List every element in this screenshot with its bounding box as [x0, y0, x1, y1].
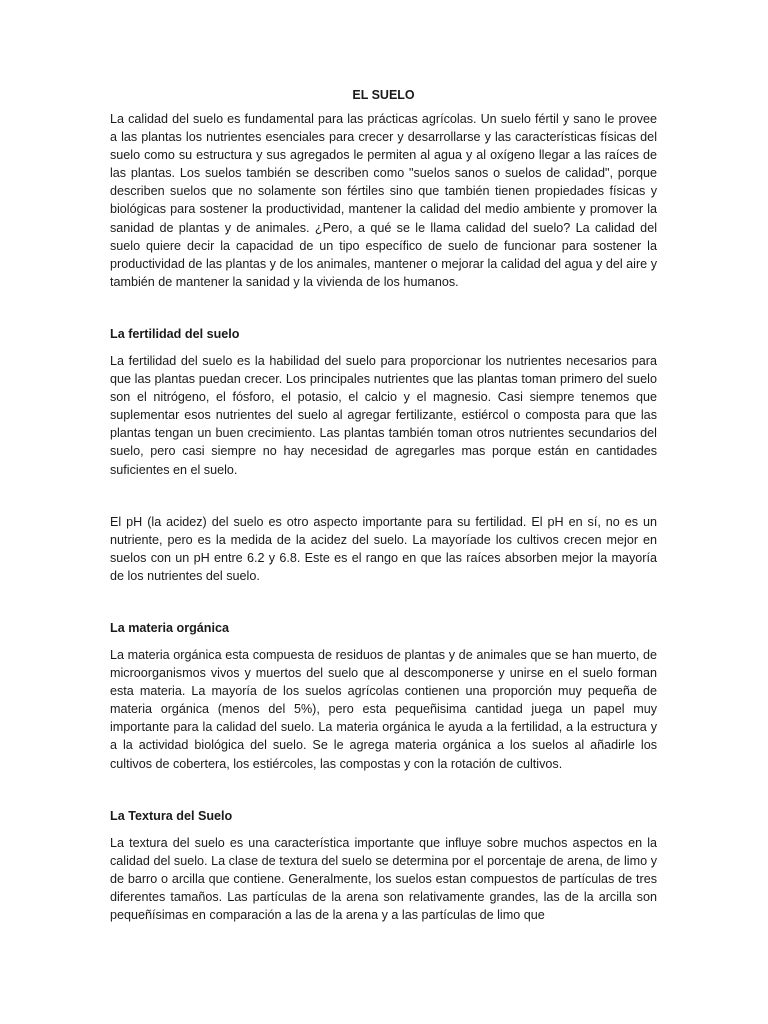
body-paragraph: La materia orgánica esta compuesta de residuos de plantas y de animales que se han muerto, de microorganismos vivos y muertos del suelo que al descomponerse y unirse en el suelo forman esta materia. La mayoría de los suelos agrícolas contienen una proporción muy pequeña de materia orgánica (menos del 5%), pero esta pequeñisima cantidad juega un papel muy importante para la calidad del suelo. La materia orgánica le ayuda a la fertilidad, a la estructura y a la actividad biológica del suelo. Se le agrega materia orgánica a los suelos al añadirle los cultivos de cobertera, los estiércoles, las compostas y con la rotación de cultivos. [110, 647, 657, 771]
spacer [110, 291, 657, 325]
body-paragraph: La fertilidad del suelo es la habilidad del suelo para proporcionar los nutrientes necesarios para que las plantas puedan crecer. Los principales nutrientes que las plantas toman primero del suelo son el nitrógeno, el fósforo, el potasio, el calcio y el magnesio. Casi siempre tenemos que suplementar esos nutrientes del suelo al agregar fertilizante, estiércol o composta para que las plantas tengan un buen crecimiento. Las plantas también toman otros nutrientes secundarios del suelo, pero casi siempre no hay necesidad de agregarles mas porque están en cantidades suficientes en el suelo. [110, 353, 657, 477]
document-page [110, 86, 657, 924]
section-fertilidad [110, 325, 657, 585]
document-title: EL SUELO [352, 88, 415, 102]
section-textura [110, 807, 657, 924]
section-heading: La fertilidad del suelo [110, 326, 240, 341]
spacer [110, 585, 657, 619]
section-materia-organica [110, 619, 657, 773]
section-heading: La Textura del Suelo [110, 808, 233, 823]
spacer [110, 773, 657, 807]
body-paragraph: El pH (la acidez) del suelo es otro aspecto importante para su fertilidad. El pH en sí, no es un nutriente, pero es la medida de la acidez del suelo. La mayoríade los cultivos crecen mejor en suelos con un pH entre 6.2 y 6.8. Este es el rango en que las raíces absorben mejor la mayoría de los nutrientes del suelo. [110, 514, 657, 583]
intro-paragraph: La calidad del suelo es fundamental para las prácticas agrícolas. Un suelo fértil y sano le provee a las plantas los nutrientes esenciales para crecer y desarrollarse y las características físicas del suelo como su estructura y sus agregados le permiten al agua y al oxígeno llegar a las raíces de las plantas. Los suelos también se describen como "suelos sanos o suelos de calidad", porque describen suelos que no solamente son fértiles sino que también tienen propiedades físicas y biológicas para sostener la productividad, mantener la calidad del medio ambiente y promover la sanidad de plantas y de animales. ¿Pero, a qué se le llama calidad del suelo? La calidad del suelo quiere decir la capacidad de un tipo específico de suelo de funcionar para sostener la productividad de las plantas y de los animales, mantener o mejorar la calidad del agua y del aire y también de mantener la sanidad y la vivienda de los humanos. [110, 112, 657, 289]
spacer [110, 479, 657, 513]
body-paragraph: La textura del suelo es una característica importante que influye sobre muchos aspectos en la calidad del suelo. La clase de textura del suelo se determina por el porcentaje de arena, de limo y de barro o arcilla que contiene. Generalmente, los suelos estan compuestos de partículas de tres diferentes tamaños. Las partículas de la arena son relativamente grandes, las de la arcilla son pequeñísimas en comparación a las de la arena y a las partículas de limo que [110, 835, 657, 922]
section-heading: La materia orgánica [110, 620, 229, 635]
